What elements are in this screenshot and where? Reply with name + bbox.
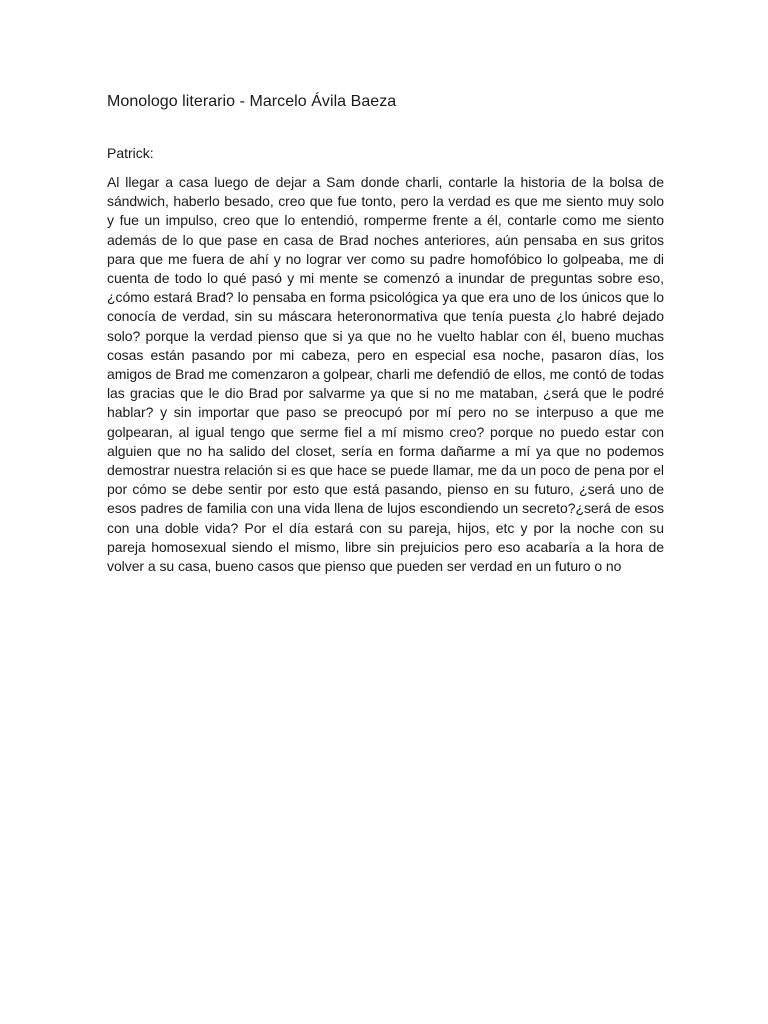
speaker-label: Patrick: — [107, 145, 154, 161]
document-title: Monologo literario - Marcelo Ávila Baeza — [107, 93, 397, 110]
monologue-paragraph: Al llegar a casa luego de dejar a Sam donde charli, contarle la historia de la bolsa de sándwich, haberlo besado, creo que fue tonto, pero la verdad es que me siento muy solo y fue un impulso, creo que lo entendió, romperme frente a él, contarle como me siento además de lo que pase en casa de Brad noches anteriores, aún pensaba en sus gritos para que me fuera de ahí y no lograr ver como su padre homofóbico lo golpeaba, me di cuenta de todo lo qué pasó y mi mente se comenzó a inundar de preguntas sobre eso, ¿cómo estará Brad? lo pensaba en forma psicológica ya que era uno de los únicos que lo conocía de verdad, sin su máscara heteronormativa que tenía puesta ¿lo habré dejado solo? porque la verdad pienso que si ya que no he vuelto hablar con él, bueno muchas cosas están pasando por mi cabeza, pero en especial esa noche, pasaron días, los amigos de Brad me comenzaron a golpear, charli me defendió de ellos, me contó de todas las gracias que le dio Brad por salvarme ya que si no me mataban, ¿será que le podré hablar? y sin importar que paso se preocupó por mí pero no se interpuso a que me golpearan, al igual tengo que serme fiel a mí mismo creo? porque no puedo estar con alguien que no ha salido del closet, sería en forma dañarme a mí ya que no podemos demostrar nuestra relación si es que hace se puede llamar, me da un poco de pena por el por cómo se debe sentir por esto que está pasando, pienso en su futuro, ¿será uno de esos padres de familia con una vida llena de lujos escondiendo un secreto?¿será de esos con una doble vida? Por el día estará con su pareja, hijos, etc y por la noche con su pareja homosexual siendo el mismo, libre sin prejuicios pero eso acabaría a la hora de volver a su casa, bueno casos que pienso que pueden ser verdad en un futuro o no — [107, 174, 664, 575]
document-page — [107, 92, 664, 576]
